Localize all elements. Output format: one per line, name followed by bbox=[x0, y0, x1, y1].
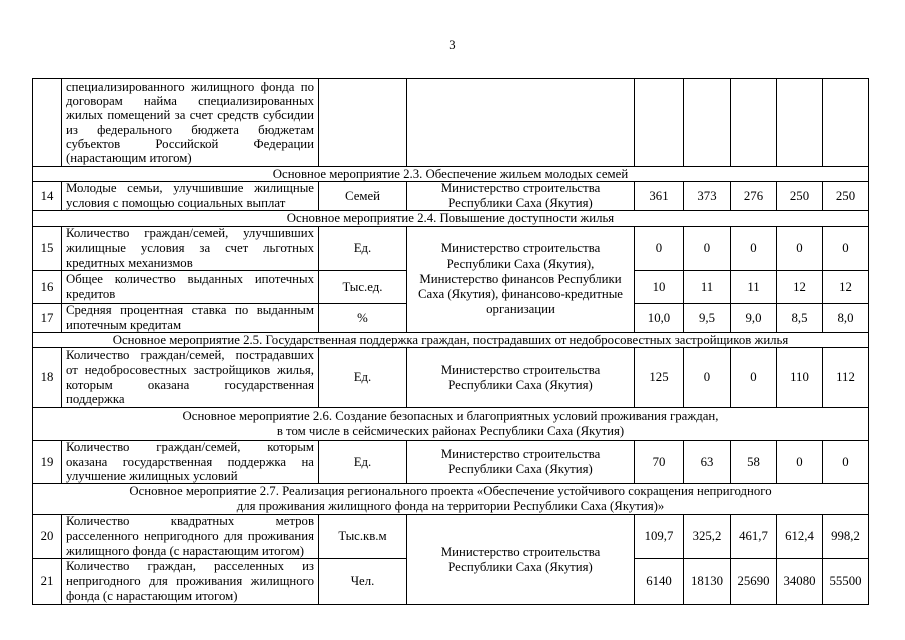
responsible-line: Министерство строительства bbox=[440, 447, 601, 462]
value-cell: 10 bbox=[634, 270, 684, 304]
value-cell: 0 bbox=[822, 226, 869, 271]
responsible-line: организации bbox=[486, 302, 555, 317]
indicator-line: оказана государственная поддержка на bbox=[66, 454, 314, 469]
responsible-line: Республики Саха (Якутия) bbox=[448, 196, 593, 210]
row-number: 20 bbox=[32, 514, 62, 559]
value-cell: 276 bbox=[730, 181, 777, 211]
indicator-line: кредитных механизмов bbox=[66, 255, 193, 270]
indicator-line: поддержка bbox=[66, 392, 125, 407]
value-cell bbox=[634, 78, 684, 167]
indicator-line: которым оказана государственная bbox=[66, 377, 314, 392]
value-cell: 0 bbox=[730, 226, 777, 271]
value-cell: 0 bbox=[776, 226, 823, 271]
responsible-cell bbox=[406, 514, 635, 605]
section-heading bbox=[32, 166, 869, 182]
indicator-line: субъектов Российской Федерации bbox=[66, 136, 314, 151]
unit-cell: Тыс.ед. bbox=[318, 270, 407, 304]
row-number: 21 bbox=[32, 558, 62, 605]
responsible-line: Министерство строительства bbox=[440, 544, 601, 559]
indicator-line: из федерального бюджета бюджетам bbox=[66, 122, 314, 137]
value-cell: 9,5 bbox=[683, 303, 731, 333]
indicator-cell bbox=[61, 270, 319, 304]
value-cell: 0 bbox=[683, 226, 731, 271]
responsible-cell bbox=[406, 347, 635, 408]
unit-cell: Семей bbox=[318, 181, 407, 211]
value-cell: 58 bbox=[730, 440, 777, 484]
value-cell: 998,2 bbox=[822, 514, 869, 559]
value-cell: 325,2 bbox=[683, 514, 731, 559]
value-cell: 55500 bbox=[822, 558, 869, 605]
indicator-line: непригодного для проживания жилищного bbox=[66, 574, 314, 589]
indicator-line: Количество граждан, расселенных из bbox=[66, 559, 314, 574]
section-heading bbox=[32, 483, 869, 515]
value-cell: 0 bbox=[776, 440, 823, 484]
value-cell: 109,7 bbox=[634, 514, 684, 559]
unit-cell: % bbox=[318, 303, 407, 333]
value-cell: 373 bbox=[683, 181, 731, 211]
responsible-cell bbox=[406, 78, 635, 167]
responsible-cell bbox=[406, 181, 635, 211]
section-heading-line: для проживания жилищного фонда на территории Республики Саха (Якутия)» bbox=[236, 499, 665, 513]
indicator-line: условия с помощью социальных выплат bbox=[66, 196, 286, 210]
indicator-line: (нарастающим итогом) bbox=[66, 151, 192, 166]
value-cell bbox=[776, 78, 823, 167]
unit-cell: Ед. bbox=[318, 347, 407, 408]
indicator-line: Количество квадратных метров bbox=[66, 514, 314, 529]
value-cell: 10,0 bbox=[634, 303, 684, 333]
value-cell: 70 bbox=[634, 440, 684, 484]
value-cell: 0 bbox=[683, 347, 731, 408]
indicator-line: жилищного фонда (с нарастающим итогом) bbox=[66, 543, 305, 558]
row-number-cell bbox=[32, 78, 62, 167]
indicator-cell bbox=[61, 514, 319, 559]
indicator-cell bbox=[61, 440, 319, 484]
section-heading-line: Основное мероприятие 2.3. Обеспечение жильем молодых семей bbox=[272, 166, 629, 181]
value-cell bbox=[683, 78, 731, 167]
indicator-line: от недобросовестных застройщиков жилья, bbox=[66, 362, 314, 377]
unit-cell: Чел. bbox=[318, 558, 407, 605]
responsible-cell bbox=[406, 440, 635, 484]
indicator-cell bbox=[61, 226, 319, 271]
row-number: 14 bbox=[32, 181, 62, 211]
value-cell: 8,5 bbox=[776, 303, 823, 333]
value-cell: 6140 bbox=[634, 558, 684, 605]
value-cell: 63 bbox=[683, 440, 731, 484]
indicator-line: договорам найма специализированных bbox=[66, 93, 314, 108]
indicator-line: жилых помещений за счет средств субсидии bbox=[66, 108, 314, 123]
section-heading-line: Основное мероприятие 2.7. Реализация регионального проекта «Обеспечение устойчивого сокращения непригодного bbox=[129, 484, 772, 498]
value-cell bbox=[822, 78, 869, 167]
indicator-line: улучшение жилищных условий bbox=[66, 469, 238, 484]
indicator-line: Общее количество выданных ипотечных bbox=[66, 272, 314, 287]
value-cell: 0 bbox=[822, 440, 869, 484]
indicator-line: жилищные условия за счет льготных bbox=[66, 241, 314, 256]
section-heading-line: Основное мероприятие 2.4. Повышение доступности жилья bbox=[286, 211, 615, 225]
responsible-cell bbox=[406, 226, 635, 333]
value-cell: 11 bbox=[730, 270, 777, 304]
value-cell bbox=[730, 78, 777, 167]
value-cell: 12 bbox=[822, 270, 869, 304]
value-cell: 18130 bbox=[683, 558, 731, 605]
row-number: 19 bbox=[32, 440, 62, 484]
indicator-line: специализированного жилищного фонда по bbox=[66, 79, 314, 94]
responsible-line: Республики Саха (Якутия) bbox=[448, 377, 593, 392]
value-cell: 25690 bbox=[730, 558, 777, 605]
indicator-line: Количество граждан/семей, которым bbox=[66, 439, 314, 454]
value-cell: 461,7 bbox=[730, 514, 777, 559]
row-number: 17 bbox=[32, 303, 62, 333]
responsible-line: Республики Саха (Якутия), bbox=[446, 256, 595, 271]
indicator-line: Количество граждан/семей, пострадавших bbox=[66, 348, 314, 363]
indicator-line: ипотечным кредитам bbox=[66, 318, 182, 332]
value-cell: 250 bbox=[822, 181, 869, 211]
indicator-line: Молодые семьи, улучшившие жилищные bbox=[66, 181, 314, 196]
indicators-table bbox=[32, 78, 869, 605]
value-cell: 612,4 bbox=[776, 514, 823, 559]
value-cell: 0 bbox=[730, 347, 777, 408]
value-cell: 0 bbox=[634, 226, 684, 271]
section-heading-line: Основное мероприятие 2.5. Государственная поддержка граждан, пострадавших от недобросовестных застройщиков жилья bbox=[112, 332, 789, 347]
value-cell: 112 bbox=[822, 347, 869, 408]
indicator-cell bbox=[61, 303, 319, 333]
value-cell: 8,0 bbox=[822, 303, 869, 333]
row-number: 18 bbox=[32, 347, 62, 408]
unit-cell: Тыс.кв.м bbox=[318, 514, 407, 559]
responsible-line: Саха (Якутия), финансово-кредитные bbox=[418, 287, 623, 302]
value-cell: 9,0 bbox=[730, 303, 777, 333]
section-heading bbox=[32, 332, 869, 348]
value-cell: 34080 bbox=[776, 558, 823, 605]
responsible-line: Республики Саха (Якутия) bbox=[448, 462, 593, 476]
responsible-line: Министерство финансов Республики bbox=[419, 271, 622, 286]
section-heading bbox=[32, 407, 869, 441]
page-number: 3 bbox=[449, 38, 456, 52]
responsible-line: Министерство строительства bbox=[440, 241, 601, 256]
section-heading bbox=[32, 210, 869, 227]
value-cell: 125 bbox=[634, 347, 684, 408]
value-cell: 12 bbox=[776, 270, 823, 304]
responsible-line: Министерство строительства bbox=[440, 362, 601, 377]
section-heading-line: в том числе в сейсмических районах Республики Саха (Якутия) bbox=[276, 424, 625, 438]
row-number: 16 bbox=[32, 270, 62, 304]
indicator-cell bbox=[61, 181, 319, 211]
indicator-line: кредитов bbox=[66, 287, 116, 301]
value-cell: 110 bbox=[776, 347, 823, 408]
section-heading-line: Основное мероприятие 2.6. Создание безопасных и благоприятных условий проживания граждан, bbox=[182, 409, 719, 423]
responsible-line: Министерство строительства bbox=[440, 181, 601, 196]
indicator-cell bbox=[61, 347, 319, 408]
unit-cell: Ед. bbox=[318, 440, 407, 484]
indicator-cell bbox=[61, 558, 319, 605]
unit-cell bbox=[318, 78, 407, 167]
value-cell: 361 bbox=[634, 181, 684, 211]
indicator-cell bbox=[61, 78, 319, 167]
indicator-line: Средняя процентная ставка по выданным bbox=[66, 303, 314, 318]
indicator-line: Количество граждан/семей, улучшивших bbox=[66, 226, 314, 241]
value-cell: 11 bbox=[683, 270, 731, 304]
value-cell: 250 bbox=[776, 181, 823, 211]
row-number: 15 bbox=[32, 226, 62, 271]
indicator-line: фонда (с нарастающим итогом) bbox=[66, 588, 238, 603]
indicator-line: расселенного непригодного для проживания bbox=[66, 529, 314, 544]
unit-cell: Ед. bbox=[318, 226, 407, 271]
responsible-line: Республики Саха (Якутия) bbox=[448, 559, 593, 574]
